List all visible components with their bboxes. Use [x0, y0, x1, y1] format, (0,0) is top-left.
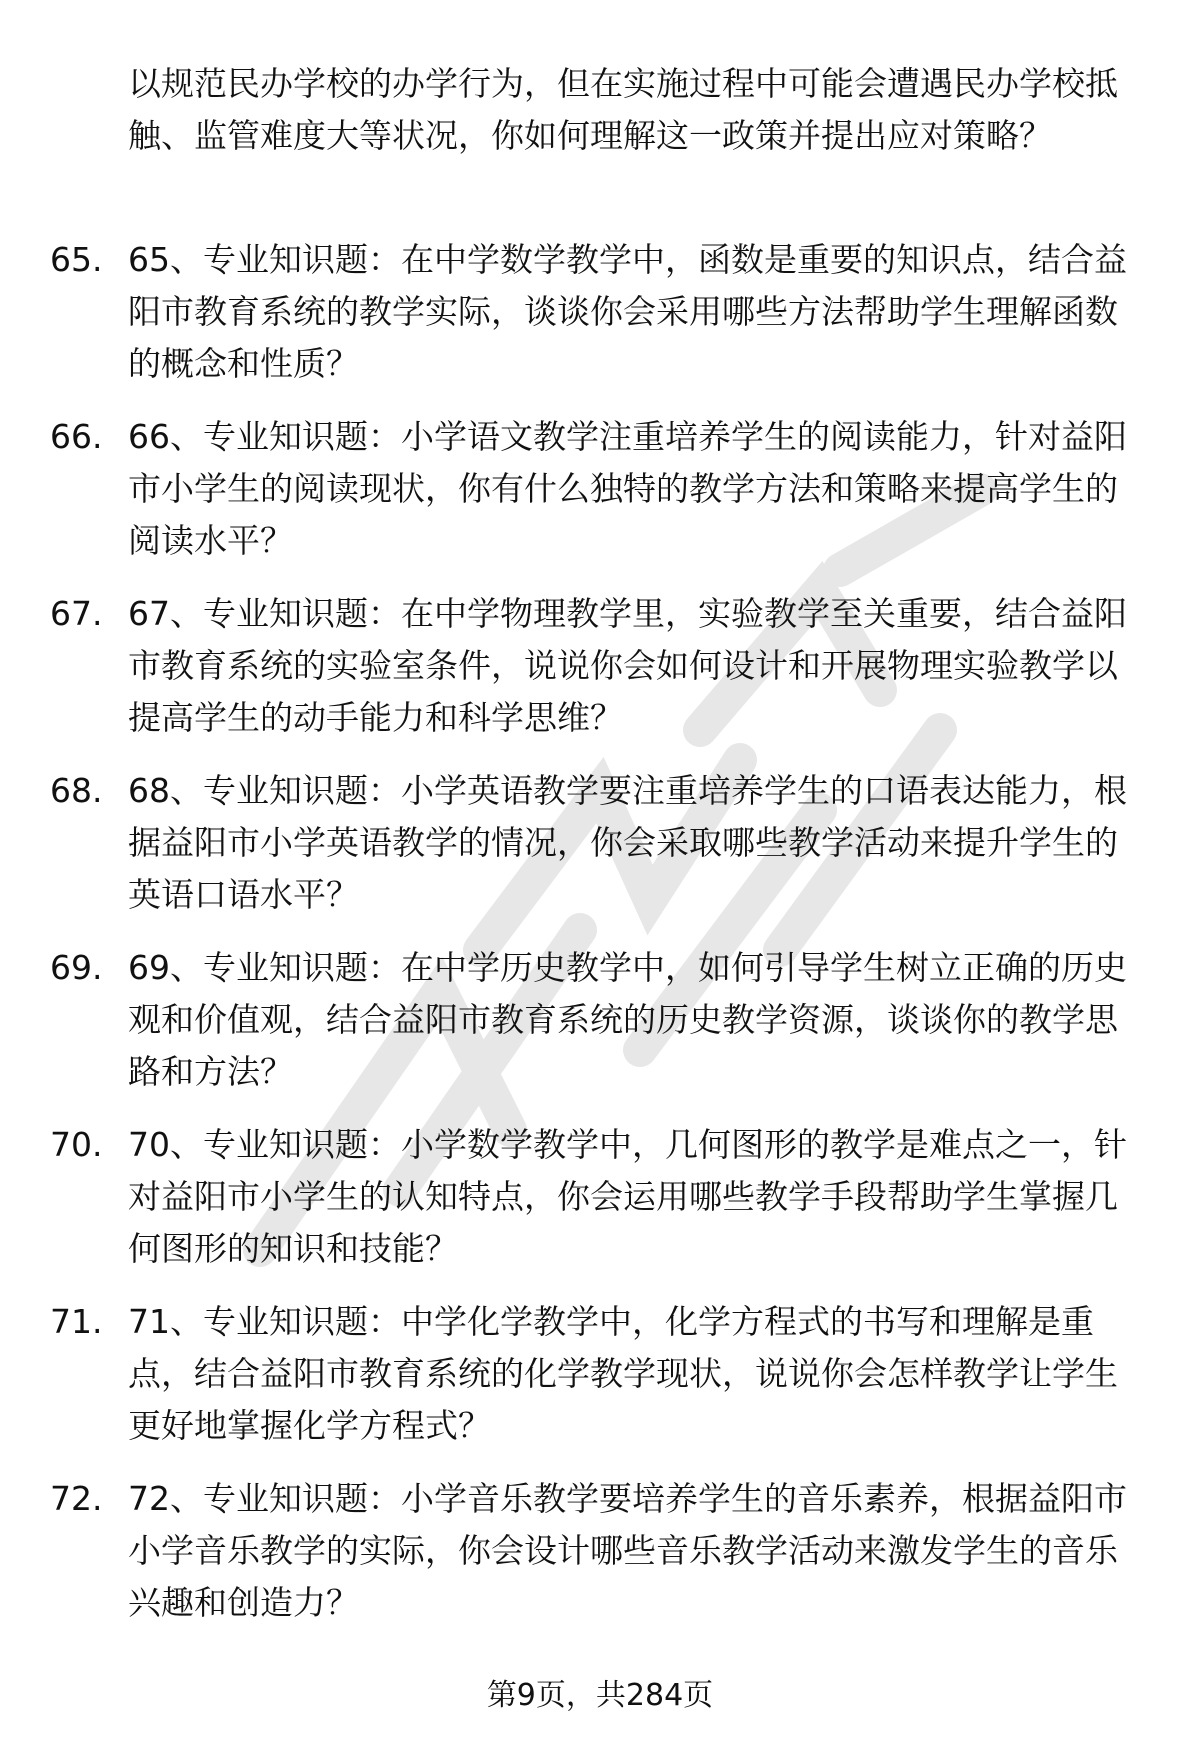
question-item	[0, 588, 1200, 765]
question-number: 69.	[50, 948, 103, 987]
question-number: 68.	[50, 771, 103, 810]
page-footer: 第9页，共284页	[486, 1678, 714, 1713]
question-number: 72.	[50, 1479, 103, 1518]
intro-paragraph: 以规范民办学校的办学行为，但在实施过程中可能会遭遇民办学校抵触、监管难度大等状况，你如何理解这一政策并提出应对策略？	[128, 64, 1118, 155]
question-text: 68、专业知识题：小学英语教学要注重培养学生的口语表达能力，根据益阳市小学英语教学的情况，你会采取哪些教学活动来提升学生的英语口语水平？	[128, 771, 1127, 914]
question-item	[0, 1119, 1200, 1296]
question-text: 66、专业知识题：小学语文教学注重培养学生的阅读能力，针对益阳市小学生的阅读现状，你有什么独特的教学方法和策略来提高学生的阅读水平？	[128, 417, 1127, 560]
question-text: 70、专业知识题：小学数学教学中，几何图形的教学是难点之一，针对益阳市小学生的认知特点，你会运用哪些教学手段帮助学生掌握几何图形的知识和技能？	[128, 1125, 1127, 1268]
question-item	[0, 411, 1200, 588]
question-number: 70.	[50, 1125, 103, 1164]
question-number: 71.	[50, 1302, 103, 1341]
question-item	[0, 1296, 1200, 1473]
question-text: 72、专业知识题：小学音乐教学要培养学生的音乐素养，根据益阳市小学音乐教学的实际，你会设计哪些音乐教学活动来激发学生的音乐兴趣和创造力？	[128, 1479, 1127, 1622]
question-number: 66.	[50, 417, 103, 456]
question-item	[0, 765, 1200, 942]
question-number: 67.	[50, 594, 103, 633]
question-item	[0, 1473, 1200, 1650]
question-text: 69、专业知识题：在中学历史教学中，如何引导学生树立正确的历史观和价值观，结合益阳市教育系统的历史教学资源，谈谈你的教学思路和方法？	[128, 948, 1127, 1091]
question-list	[0, 234, 1200, 1650]
question-text: 67、专业知识题：在中学物理教学里，实验教学至关重要，结合益阳市教育系统的实验室条件，说说你会如何设计和开展物理实验教学以提高学生的动手能力和科学思维？	[128, 594, 1127, 737]
question-text: 65、专业知识题：在中学数学教学中，函数是重要的知识点，结合益阳市教育系统的教学实际，谈谈你会采用哪些方法帮助学生理解函数的概念和性质？	[128, 240, 1127, 383]
question-text: 71、专业知识题：中学化学教学中，化学方程式的书写和理解是重点，结合益阳市教育系统的化学教学现状，说说你会怎样教学让学生更好地掌握化学方程式？	[128, 1302, 1118, 1445]
question-item	[0, 234, 1200, 411]
question-number: 65.	[50, 240, 103, 279]
question-item	[0, 942, 1200, 1119]
